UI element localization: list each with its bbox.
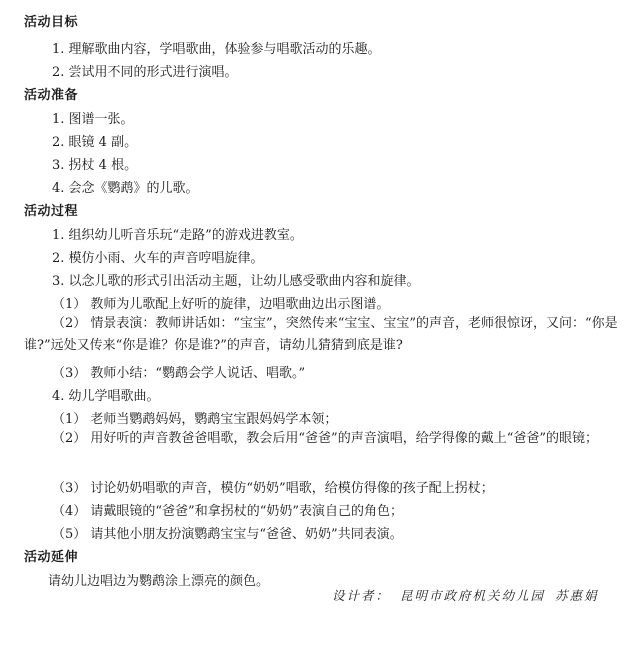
- prep-item-4: 4. 会念《鹦鹉》的儿歌。: [52, 181, 199, 196]
- extension-text: 请幼儿边唱边为鹦鹉涂上漂亮的颜色。: [48, 574, 270, 589]
- prep-item-1: 1. 图谱一张。: [52, 112, 134, 127]
- heading-extension: 活动延伸: [24, 550, 79, 565]
- heading-process: 活动过程: [24, 204, 79, 219]
- author-org: 昆明市政府机关幼儿园: [400, 588, 546, 603]
- process-subitem: （1） 教师为儿歌配上好听的旋律，边唱歌曲边出示图谱。: [52, 297, 390, 312]
- goal-item-2: 2. 尝试用不同的形式进行演唱。: [52, 65, 238, 80]
- process-item: 1. 组织幼儿听音乐玩“走路”的游戏进教室。: [52, 228, 303, 243]
- author-credit: [332, 586, 609, 604]
- process-subitem: （4） 请戴眼镜的“爸爸”和拿拐杖的“奶奶”表演自己的角色；: [52, 504, 403, 519]
- goal-item-1: 1. 理解歌曲内容，学唱歌曲，体验参与唱歌活动的乐趣。: [52, 42, 381, 57]
- process-item: 2. 模仿小雨、火车的声音哼唱旋律。: [52, 251, 264, 266]
- heading-prep: 活动准备: [24, 88, 79, 103]
- process-subitem: （3） 教师小结：“鹦鹉会学人说话、唱歌。”: [52, 366, 306, 381]
- heading-goals: 活动目标: [24, 15, 79, 30]
- process-item: 3. 以念儿歌的形式引出活动主题，让幼儿感受歌曲内容和旋律。: [52, 274, 420, 289]
- process-subitem: （1） 老师当鹦鹉妈妈，鹦鹉宝宝跟妈妈学本领；: [52, 412, 338, 427]
- process-subitem: （3） 讨论奶奶唱歌的声音，模仿“奶奶”唱歌，给模仿得像的孩子配上拐杖；: [52, 481, 494, 496]
- prep-item-2: 2. 眼镜 4 副。: [52, 135, 138, 150]
- prep-item-3: 3. 拐杖 4 根。: [52, 158, 138, 173]
- author-name: 苏惠娟: [555, 588, 599, 603]
- process-item: 4. 幼儿学唱歌曲。: [52, 389, 160, 404]
- process-subitem: （5） 请其他小朋友扮演鹦鹉宝宝与“爸爸、奶奶”共同表演。: [52, 527, 403, 542]
- process-subitem: （2） 情景表演：教师讲话如：“宝宝”，突然传来“宝宝、宝宝”的声音，老师很惊讶，又问：“你是谁?”远处又传来“你是谁？你是谁?”的声音，请幼儿猜猜到底是谁?: [24, 316, 618, 353]
- process-subitem: （2） 用好听的声音教爸爸唱歌，教会后用“爸爸”的声音演唱，给学得像的戴上“爸爸”的眼镜；: [52, 431, 598, 446]
- author-label: 设计者：: [332, 588, 391, 603]
